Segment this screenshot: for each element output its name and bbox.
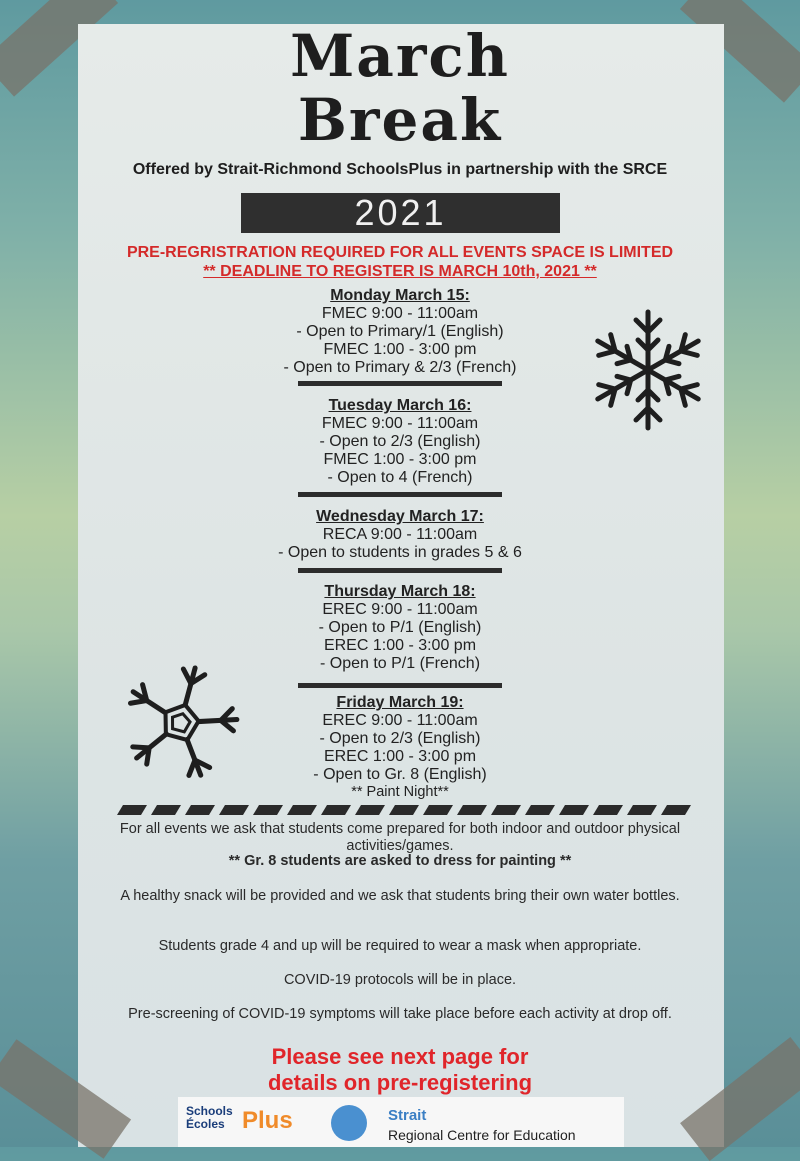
logo-strait-text: Strait [388,1107,427,1124]
logo-plus-text: Plus [242,1107,293,1134]
schedule-line: EREC 1:00 - 3:00 pm [323,637,477,654]
day-heading-tuesday: Tuesday March 16: [328,397,472,414]
snowflake-icon [583,305,713,435]
prereg-notice: PRE-REGRISTRATION REQUIRED FOR ALL EVENTS SPACE IS LIMITED [126,244,674,261]
schoolsplus-logo [186,1105,233,1131]
schedule-line: - Open to Gr. 8 (English) [313,766,487,783]
schedule-line: - Open to Primary & 2/3 (French) [283,359,517,376]
title-break: Break [297,86,503,154]
day-heading-wednesday: Wednesday March 17: [316,508,484,525]
dashed-separator [117,805,692,815]
day-heading-thursday: Thursday March 18: [324,583,476,600]
cta-line-2: details on pre-registering [267,1070,533,1095]
divider [298,568,502,573]
note-snack: A healthy snack will be provided and we ask that students bring their own water bottles. [120,888,680,904]
deadline-notice: ** DEADLINE TO REGISTER IS MARCH 10th, 2021 ** [203,263,597,280]
schedule-line: FMEC 9:00 - 11:00am [321,305,479,322]
year-banner: 2021 [241,193,560,233]
note-prescreen: Pre-screening of COVID-19 symptoms will take place before each activity at drop off. [128,1006,672,1022]
logo-text: Schools [186,1104,233,1118]
schedule-line: RECA 9:00 - 11:00am [322,526,478,543]
divider [298,492,502,497]
schedule-line: FMEC 9:00 - 11:00am [321,415,479,432]
schedule-line: EREC 1:00 - 3:00 pm [323,748,477,765]
day-heading-monday: Monday March 15: [330,287,470,304]
schedule-line: FMEC 1:00 - 3:00 pm [323,451,477,468]
note-mask: Students grade 4 and up will be required to wear a mask when appropriate. [158,938,642,954]
logo-text: Écoles [186,1117,225,1131]
note-activities: For all events we ask that students come prepared for both indoor and outdoor physical activities/games. [119,821,681,854]
schedule-line: ** Paint Night** [351,784,449,800]
footer-logos [178,1097,624,1147]
day-heading-friday: Friday March 19: [336,694,464,711]
schedule-line: - Open to P/1 (French) [319,655,481,672]
logo-rce-text: Regional Centre for Education [388,1127,576,1143]
divider [298,381,502,386]
snowflake-icon [118,660,243,785]
rce-logo-icon [331,1105,367,1141]
note-covid: COVID-19 protocols will be in place. [283,972,517,988]
schedule-line: EREC 9:00 - 11:00am [322,601,478,618]
divider [298,683,502,688]
note-paint: ** Gr. 8 students are asked to dress for painting ** [228,853,572,869]
schedule-line: - Open to Primary/1 (English) [296,323,504,340]
schedule-line: - Open to P/1 (English) [318,619,482,636]
title-march: March [290,22,510,90]
schedule-line: FMEC 1:00 - 3:00 pm [323,341,477,358]
cta-line-1: Please see next page for [271,1044,529,1069]
schedule-line: - Open to students in grades 5 & 6 [278,544,522,561]
schedule-line: EREC 9:00 - 11:00am [322,712,478,729]
schedule-line: - Open to 4 (French) [327,469,473,486]
subtitle: Offered by Strait-Richmond SchoolsPlus in partnership with the SRCE [132,161,668,178]
schedule-line: - Open to 2/3 (English) [319,730,481,747]
schedule-line: - Open to 2/3 (English) [319,433,481,450]
